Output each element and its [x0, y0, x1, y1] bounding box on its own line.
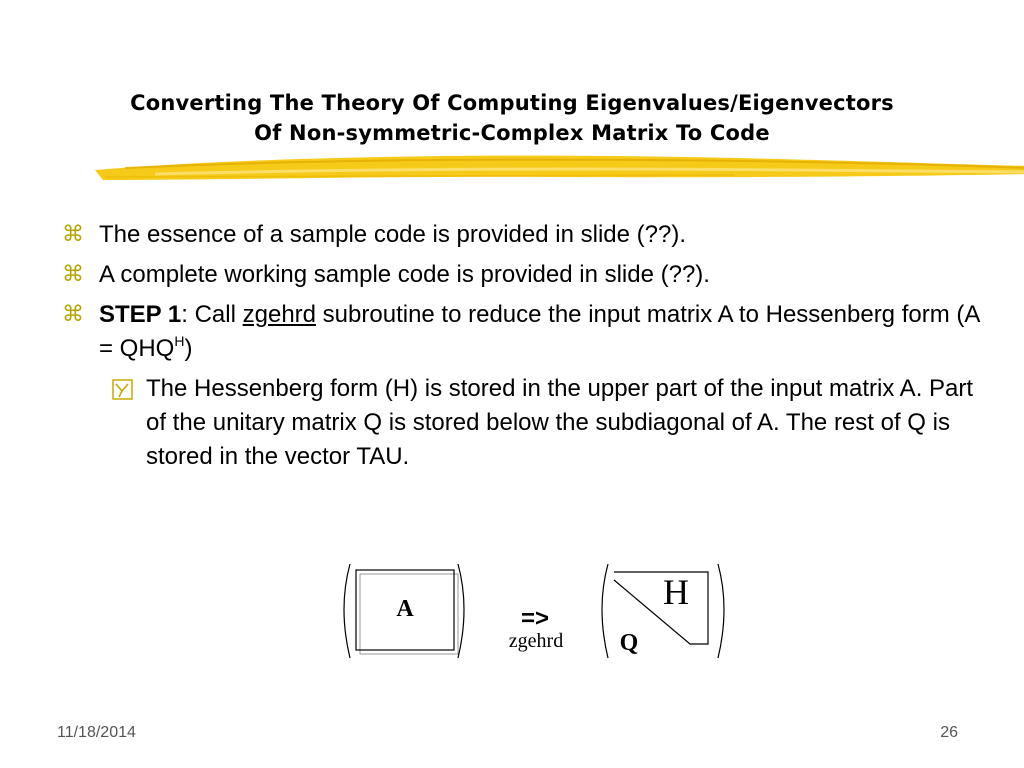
bullet-text: The essence of a sample code is provided in slide (??).: [99, 221, 686, 248]
sub-bullet-text: The Hessenberg form (H) is stored in the upper part of the input matrix A. Part of the unitary matrix Q is stored below the subdiagonal of A. The rest of Q is stored in the vector TAU.: [146, 375, 974, 470]
title-line-2: Of Non-symmetric-Complex Matrix To Code: [254, 121, 770, 145]
zgehrd-link[interactable]: zgehrd: [242, 301, 317, 328]
step-text-close: ): [184, 335, 193, 362]
matrix-a: [344, 564, 464, 658]
matrix-hq: [602, 564, 724, 658]
slide-title: [0, 88, 1024, 148]
footer-date: 11/18/2014: [57, 724, 136, 741]
superscript-h: H: [174, 333, 185, 349]
routine-label: zgehrd: [508, 630, 564, 652]
z-loop-bullet-icon: ⌘: [62, 302, 84, 327]
z-loop-bullet-icon: ⌘: [62, 222, 84, 247]
step-text-rest: subroutine to reduce the input matrix A to Hessenberg form (A = QHQ: [99, 301, 980, 362]
q-label: Q: [619, 630, 639, 656]
bullet-text: A complete working sample code is provided in slide (??).: [99, 261, 710, 288]
y-box-bullet-icon: [112, 379, 133, 400]
footer-page-number: 26: [940, 724, 958, 741]
sub-bullet-item: [112, 372, 992, 474]
step-text-call: : Call: [181, 301, 243, 328]
matrix-a-label: A: [396, 596, 414, 622]
arrow-label: =>: [520, 605, 550, 632]
z-loop-bullet-icon: ⌘: [62, 262, 84, 287]
bullet-item: [62, 258, 992, 292]
bullet-item-step1: [62, 298, 992, 366]
right-bracket: [718, 564, 724, 658]
step-label: STEP 1: [99, 301, 182, 328]
hessenberg-diagram: [330, 558, 750, 668]
bullet-list: [62, 218, 992, 474]
right-bracket: [458, 564, 464, 658]
left-bracket: [344, 564, 350, 658]
h-label: H: [663, 572, 689, 612]
bullet-item: [62, 218, 992, 252]
title-line-1: Converting The Theory Of Computing Eigenvalues/Eigenvectors: [130, 91, 894, 115]
title-brush-underline: [95, 150, 1024, 186]
left-bracket: [602, 564, 608, 658]
